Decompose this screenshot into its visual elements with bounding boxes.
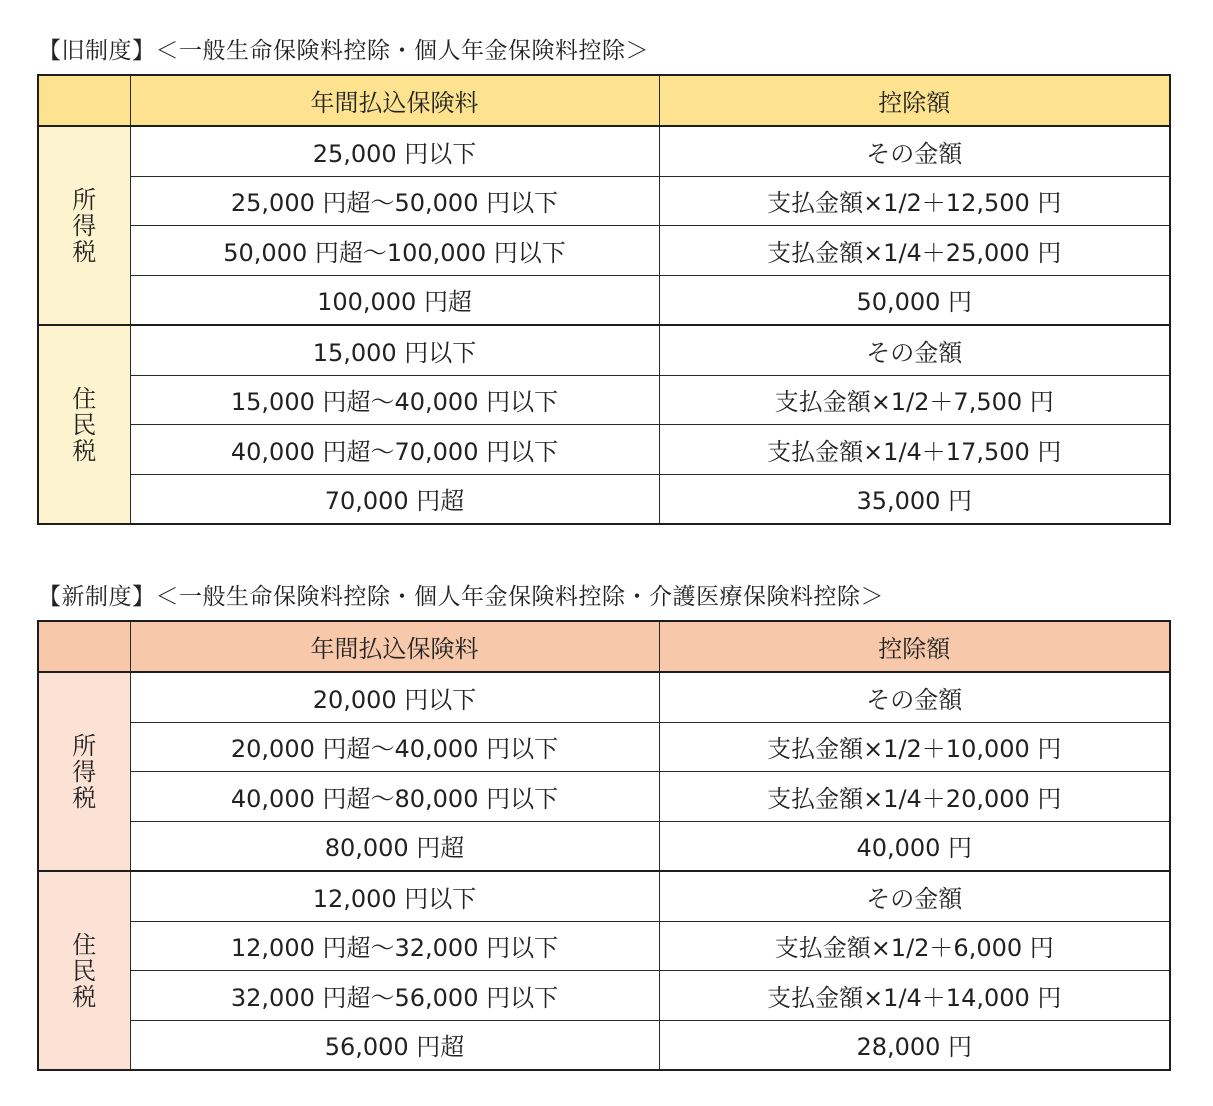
income-tax-label: 所得税 [38, 672, 130, 871]
table-row [38, 474, 1170, 524]
resident-tax-label: 住民税 [38, 325, 130, 524]
table-row [38, 672, 1170, 722]
table-row [38, 176, 1170, 226]
table-row [38, 871, 1170, 921]
table-row [38, 275, 1170, 325]
header-deduction: 控除額 [659, 621, 1170, 672]
deduction-cell: その金額 [659, 325, 1170, 375]
table-row [38, 325, 1170, 375]
table-row [38, 722, 1170, 772]
table-header-row [38, 621, 1170, 672]
deduction-cell: 35,000 円 [659, 474, 1170, 524]
premium-cell: 12,000 円以下 [130, 871, 659, 921]
premium-cell: 56,000 円超 [130, 1020, 659, 1070]
premium-cell: 20,000 円以下 [130, 672, 659, 722]
premium-cell: 100,000 円超 [130, 275, 659, 325]
deduction-cell: 支払金額×1/4＋17,500 円 [659, 425, 1170, 475]
table-row [38, 1020, 1170, 1070]
deduction-cell: その金額 [659, 871, 1170, 921]
deduction-cell: 支払金額×1/4＋14,000 円 [659, 971, 1170, 1021]
new-system-table [37, 620, 1171, 1071]
header-premium: 年間払込保険料 [130, 75, 659, 126]
table-row [38, 971, 1170, 1021]
old-system-table [37, 74, 1171, 525]
table-row [38, 821, 1170, 871]
header-empty-cell [38, 75, 130, 126]
premium-cell: 15,000 円超～40,000 円以下 [130, 375, 659, 425]
table-row [38, 425, 1170, 475]
deduction-cell: 支払金額×1/2＋10,000 円 [659, 722, 1170, 772]
premium-cell: 25,000 円超～50,000 円以下 [130, 176, 659, 226]
premium-cell: 32,000 円超～56,000 円以下 [130, 971, 659, 1021]
income-tax-label: 所得税 [38, 126, 130, 325]
premium-cell: 70,000 円超 [130, 474, 659, 524]
deduction-cell: その金額 [659, 672, 1170, 722]
deduction-cell: 支払金額×1/4＋25,000 円 [659, 226, 1170, 276]
deduction-cell: 支払金額×1/2＋6,000 円 [659, 921, 1170, 971]
table-row [38, 226, 1170, 276]
new-system-title: 【新制度】＜一般生命保険料控除・個人年金保険料控除・介護医療保険料控除＞ [38, 584, 884, 610]
premium-cell: 40,000 円超～70,000 円以下 [130, 425, 659, 475]
header-premium: 年間払込保険料 [130, 621, 659, 672]
premium-cell: 20,000 円超～40,000 円以下 [130, 722, 659, 772]
old-system-title: 【旧制度】＜一般生命保険料控除・個人年金保険料控除＞ [38, 38, 649, 64]
premium-cell: 12,000 円超～32,000 円以下 [130, 921, 659, 971]
table-row [38, 375, 1170, 425]
premium-cell: 15,000 円以下 [130, 325, 659, 375]
premium-cell: 50,000 円超～100,000 円以下 [130, 226, 659, 276]
header-empty-cell [38, 621, 130, 672]
table-header-row [38, 75, 1170, 126]
resident-tax-label: 住民税 [38, 871, 130, 1070]
table-row [38, 126, 1170, 176]
header-deduction: 控除額 [659, 75, 1170, 126]
premium-cell: 25,000 円以下 [130, 126, 659, 176]
deduction-cell: その金額 [659, 126, 1170, 176]
table-row [38, 921, 1170, 971]
premium-cell: 40,000 円超～80,000 円以下 [130, 772, 659, 822]
table-row [38, 772, 1170, 822]
deduction-cell: 40,000 円 [659, 821, 1170, 871]
deduction-cell: 50,000 円 [659, 275, 1170, 325]
premium-cell: 80,000 円超 [130, 821, 659, 871]
deduction-cell: 支払金額×1/4＋20,000 円 [659, 772, 1170, 822]
deduction-cell: 支払金額×1/2＋7,500 円 [659, 375, 1170, 425]
deduction-cell: 28,000 円 [659, 1020, 1170, 1070]
deduction-cell: 支払金額×1/2＋12,500 円 [659, 176, 1170, 226]
